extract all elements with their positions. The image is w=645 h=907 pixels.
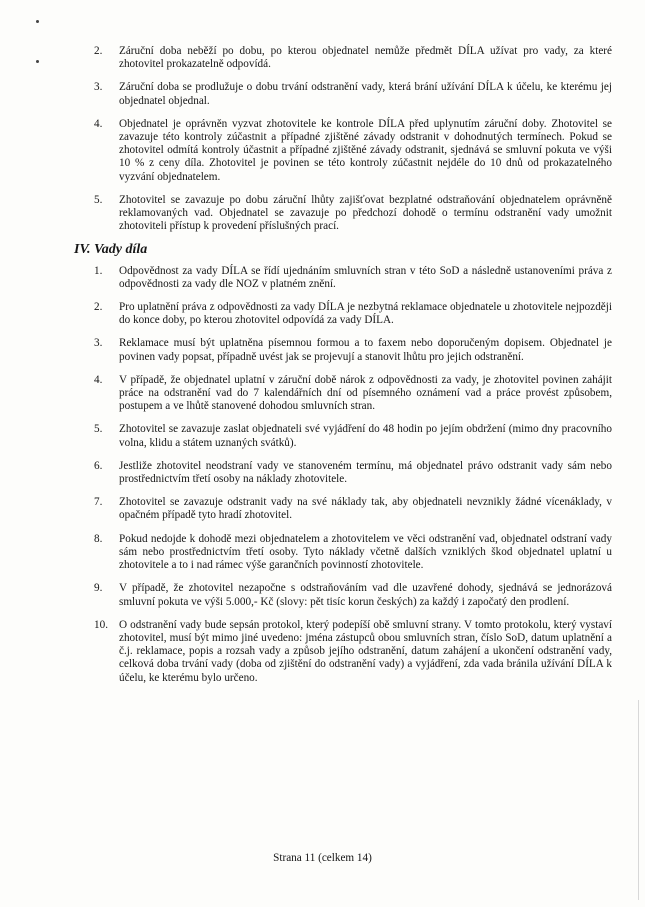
- list-item: 10. O odstranění vady bude sepsán protokol, který podepíší obě smluvní strany. V tomto protokolu, který vystaví zhotovitel, musí být mimo jiné uvedeno: jména zástupců obou smluvních stran, číslo SoD, datum uplatnění a č.j. reklamace, popis a rozsah vady a způsob jejího odstranění, datum zahájení a ukončení odstranění vady, celková doba trvání vady (doba od zjištění do odstranění vady) a vyjádření, zda vada bránila užívání DÍLA k účelu, ke kterému bylo určeno.: [94, 618, 612, 684]
- list-item: 2. Záruční doba neběží po dobu, po kterou objednatel nemůže předmět DÍLA užívat pro vady, za které zhotovitel prokazatelně odpovídá.: [94, 45, 612, 71]
- list-item: 1. Odpovědnost za vady DÍLA se řídí ujednáním smluvních stran v této SoD a následně ustanoveními práva z odpovědnosti za vady dle NOZ v platném znění.: [94, 264, 612, 290]
- list-item: 4. Objednatel je oprávněn vyzvat zhotovitele ke kontrole DÍLA před uplynutím záruční doby. Zhotovitel se zavazuje této kontroly zúčastnit a případné zjištěné závady odstranit v dohodnutých termínech. Pokud se zhotovitel odmítá kontroly účastnit a případné zjištěné závady odstranit, sjednává se smluvní pokuta ve výši 10 % z ceny díla. Zhotovitel je povinen se této kontroly zúčastnit nejdéle do 10 dnů od prokazatelného vyzvání objednatelem.: [94, 117, 612, 183]
- section-heading: IV. Vady díla: [74, 242, 148, 258]
- scan-speck: [36, 60, 39, 63]
- list-item: 3. Záruční doba se prodlužuje o dobu trvání odstranění vady, která brání užívání DÍLA k účelu, ke kterému jej objednatel objednal.: [94, 81, 612, 107]
- scan-speck: [36, 20, 39, 23]
- list-item: 7. Zhotovitel se zavazuje odstranit vady na své náklady tak, aby objednateli nevznikly žádné vícenáklady, v opačném případě tyto hradí zhotovitel.: [94, 496, 612, 522]
- list-item: 2. Pro uplatnění práva z odpovědnosti za vady DÍLA je nezbytná reklamace objednatele u zhotovitele nejpozději do konce doby, po kterou zhotovitel odpovídá za vady DÍLA.: [94, 301, 612, 327]
- list-item: 3. Reklamace musí být uplatněna písemnou formou a to faxem nebo doporučeným dopisem. Objednatel je povinen vady popsat, případně uvést jak se projevují a stanovit lhůtu pro jejich odstranění.: [94, 337, 612, 363]
- list-item: 6. Jestliže zhotovitel neodstraní vady ve stanoveném termínu, má objednatel právo odstranit vady sám nebo prostřednictvím třetí osoby na náklady zhotovitele.: [94, 459, 612, 486]
- list-item: 8. Pokud nedojde k dohodě mezi objednatelem a zhotovitelem ve věci odstranění vad, objednatel odstraní vady sám nebo prostřednictvím třetí osoby. Tyto náklady včetně dalších vzniklých škod objednatel uplatní u zhotovitele a to i nad rámec výše garančních povinností zhotovitele.: [94, 532, 612, 572]
- list-item: 4. V případě, že objednatel uplatní v záruční době nárok z odpovědnosti za vady, je zhotovitel povinen zahájit práce na odstranění vad do 7 kalendářních dní od písemného oznámení vad a práce provést způsobem, postupem a ve lhůtě stanovené dohodou smluvních stran.: [94, 373, 612, 413]
- list-item: 9. V případě, že zhotovitel nezapočne s odstraňováním vad dle uzavřené dohody, sjednává se jednorázová smluvní pokuta ve výši 5.000,- Kč (slovy: pět tisíc korun českých) za každý i započatý den prodlení.: [94, 582, 612, 608]
- page-number: Strana 11 (celkem 14): [273, 852, 372, 864]
- list-item: 5. Zhotovitel se zavazuje zaslat objednateli své vyjádření do 48 hodin po jejím obdržení (mimo dny pracovního volna, klidu a státem uznaných svátků).: [94, 423, 612, 449]
- list-item: 5. Zhotovitel se zavazuje po dobu záruční lhůty zajišťovat bezplatné odstraňování objednatelem oprávněně reklamovaných vad. Objednatel se zavazuje po předchozí dohodě o termínu odstranění vady umožnit zhotoviteli přístup k provedení příslušných prací.: [94, 193, 612, 233]
- scan-edge-line: [638, 700, 639, 900]
- document-body: [74, 45, 612, 695]
